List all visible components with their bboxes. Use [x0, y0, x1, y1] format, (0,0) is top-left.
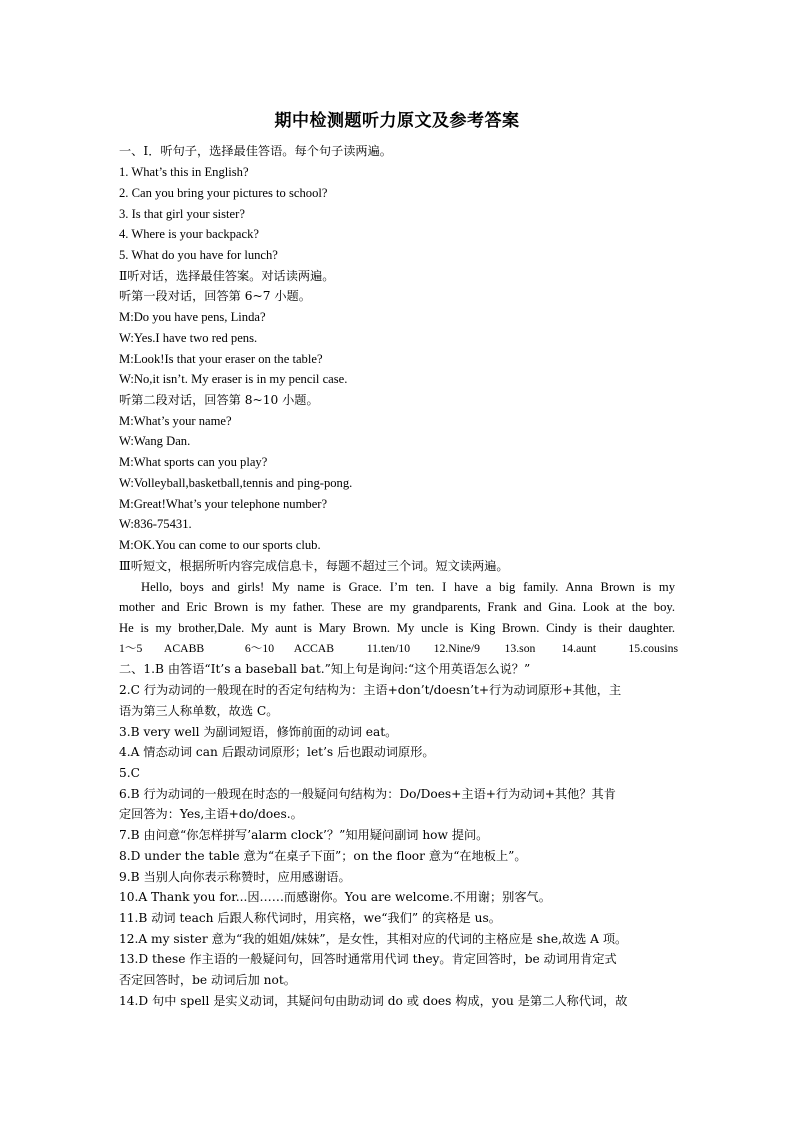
explanation-5: 5.C: [119, 766, 140, 780]
answer-group-2: ACCAB: [293, 642, 335, 655]
answer-range-2: 6～10: [244, 642, 275, 655]
section-1-heading: 一、Ⅰ．听句子，选择最佳答语。每个句子读两遍。: [119, 144, 392, 158]
dialogue-2-line-3: M:What sports can you play?: [119, 455, 268, 469]
dialogue-1-line-4: W:No,it isn’t. My eraser is in my pencil case.: [119, 372, 348, 386]
passage-line-3: He is my brother,Dale. My aunt is Mary Brown. My uncle is King Brown. Cindy is their daughter.: [119, 621, 675, 635]
passage-line-1: Hello, boys and girls! My name is Grace. I’m ten. I have a big family. Anna Brown is my: [141, 580, 675, 594]
answer-14: 14.aunt: [561, 642, 597, 655]
explanation-1: 二、1.B 由答语“It’s a baseball bat.”知上句是询问:“这个用英语怎么说？”: [119, 662, 531, 676]
explanation-2-cont: 语为第三人称单数，故选 C。: [119, 704, 279, 718]
explanation-13-cont: 否定回答时，be 动词后加 not。: [119, 973, 296, 987]
dialogue-1-heading: 听第一段对话，回答第 6~7 小题。: [119, 289, 311, 303]
explanation-7: 7.B 由问意“你怎样拼写’alarm clock’？”知用疑问副词 how 提问。: [119, 828, 489, 842]
page-title: 期中检测题听力原文及参考答案: [274, 111, 520, 131]
dialogue-2-line-4: W:Volleyball,basketball,tennis and ping-pong.: [119, 476, 353, 490]
dialogue-2-line-5: M:Great!What’s your telephone number?: [119, 497, 328, 511]
explanation-9: 9.B 当别人向你表示称赞时，应用感谢语。: [119, 870, 351, 884]
explanation-10: 10.A Thank you for...因……而感谢你。You are welcome.不用谢；别客气。: [119, 890, 551, 904]
sentence-4: 4. Where is your backpack?: [119, 227, 259, 241]
answer-13: 13.son: [504, 642, 536, 655]
answer-group-1: ACABB: [163, 642, 205, 655]
explanation-2: 2.C 行为动词的一般现在时的否定句结构为：主语+don’t/doesn’t+行为动词原形+其他，主: [119, 683, 622, 697]
answer-key-row: [119, 641, 678, 657]
dialogue-2-line-2: W:Wang Dan.: [119, 434, 191, 448]
dialogue-2-heading: 听第二段对话，回答第 8~10 小题。: [119, 393, 319, 407]
explanation-11: 11.B 动词 teach 后跟人称代词时，用宾格，we“我们” 的宾格是 us。: [119, 911, 501, 925]
section-2-heading: Ⅱ听对话，选择最佳答案。对话读两遍。: [119, 269, 335, 283]
dialogue-2-line-1: M:What’s your name?: [119, 414, 232, 428]
passage-line-2: mother and Eric Brown is my father. These are my grandparents, Frank and Gina. Look at the boy.: [119, 600, 675, 614]
explanation-14: 14.D 句中 spell 是实义动词，其疑问句由助动词 do 或 does 构成，you 是第二人称代词，故: [119, 994, 628, 1008]
dialogue-1-line-3: M:Look!Is that your eraser on the table?: [119, 352, 323, 366]
dialogue-1-line-1: M:Do you have pens, Linda?: [119, 310, 266, 324]
sentence-1: 1. What’s this in English?: [119, 165, 249, 179]
answer-12: 12.Nine/9: [433, 642, 481, 655]
answer-15: 15.cousins: [628, 642, 679, 655]
answer-range-1: 1～5: [119, 642, 143, 655]
dialogue-2-line-7: M:OK.You can come to our sports club.: [119, 538, 321, 552]
section-3-heading: Ⅲ听短文，根据所听内容完成信息卡，每题不超过三个词。短文读两遍。: [119, 559, 509, 573]
explanation-8: 8.D under the table 意为“在桌子下面”；on the floor 意为“在地板上”。: [119, 849, 527, 863]
answer-11: 11.ten/10: [366, 642, 411, 655]
explanation-3: 3.B very well 为副词短语，修饰前面的动词 eat。: [119, 725, 398, 739]
sentence-2: 2. Can you bring your pictures to school?: [119, 186, 328, 200]
sentence-5: 5. What do you have for lunch?: [119, 248, 278, 262]
explanation-6: 6.B 行为动词的一般现在时态的一般疑问句结构为：Do/Does+主语+行为动词+其他？其肯: [119, 787, 616, 801]
dialogue-1-line-2: W:Yes.I have two red pens.: [119, 331, 258, 345]
sentence-3: 3. Is that girl your sister?: [119, 207, 245, 221]
explanation-13: 13.D these 作主语的一般疑问句，回答时通常用代词 they。肯定回答时，be 动词用肯定式: [119, 952, 617, 966]
explanation-6-cont: 定回答为：Yes,主语+do/does.。: [119, 807, 303, 821]
explanation-12: 12.A my sister 意为“我的姐姐/妹妹”，是女性，其相对应的代词的主格应是 she,故选 A 项。: [119, 932, 628, 946]
dialogue-2-line-6: W:836-75431.: [119, 517, 192, 531]
explanation-4: 4.A 情态动词 can 后跟动词原形；let’s 后也跟动词原形。: [119, 745, 435, 759]
